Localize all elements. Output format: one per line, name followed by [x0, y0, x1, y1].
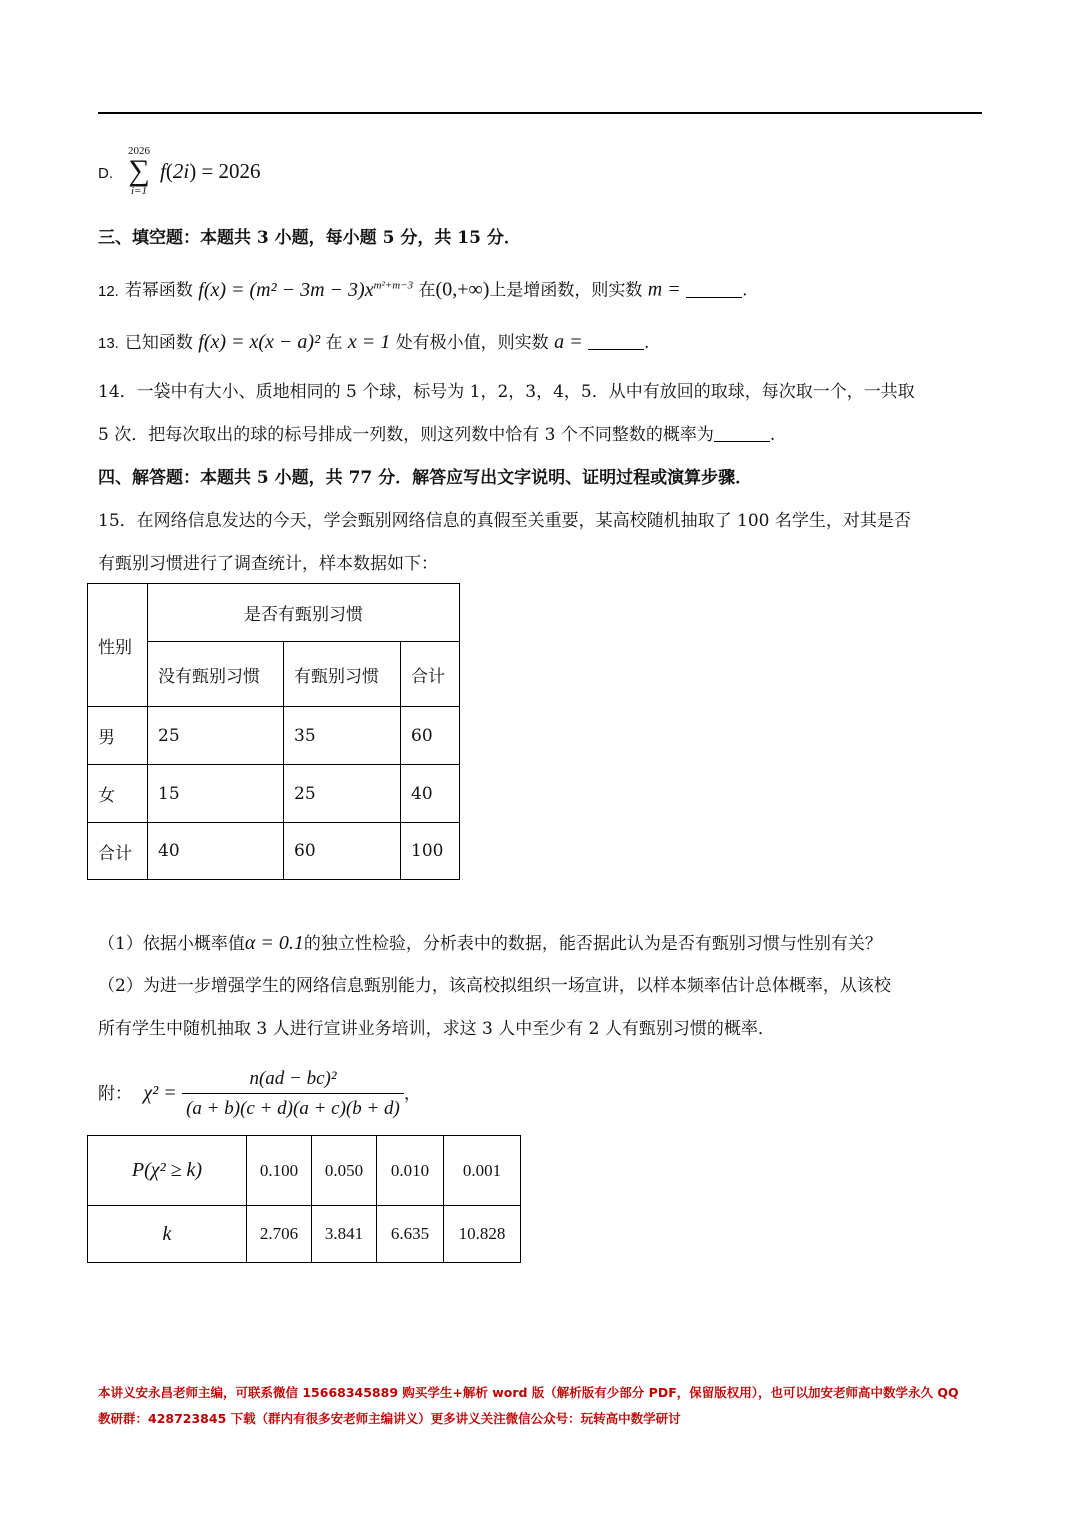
cell: 60 — [284, 823, 401, 880]
p-value: 0.050 — [312, 1136, 377, 1206]
cell: 60 — [401, 707, 460, 765]
table-row — [88, 823, 460, 880]
row-label: 合计 — [88, 823, 148, 880]
header-col-total: 合计 — [401, 642, 460, 707]
section-3-heading: 三、填空题：本题共 3 小题，每小题 5 分，共 15 分． — [98, 228, 521, 248]
row-label: 男 — [88, 707, 148, 765]
contingency-table — [87, 583, 460, 880]
p-value: 0.100 — [247, 1136, 312, 1206]
header-rule — [98, 112, 982, 114]
question-12: 12. 若幂函数 $f(x) = (m^2 - 3m - 3)x^{m^2+m-3}$ 在(0,+∞)上是增函数，则实数 m = . — [98, 278, 748, 301]
question-14-line-2: 5 次．把每次取出的球的标号排成一列数，则这列数中恰有 3 个不同整数的概率为 . — [98, 425, 776, 445]
question-15-line-2: 有甄别习惯进行了调查统计，样本数据如下： — [98, 554, 438, 574]
formula-denominator: (a + b)(c + d)(a + c)(b + d) — [186, 1098, 400, 1119]
answer-blank-12 — [686, 279, 742, 298]
part-2-line-2: 所有学生中随机抽取 3 人进行宣讲业务培训，求这 3 人中至少有 2 人有甄别习惯的概率． — [98, 1019, 775, 1039]
answer-blank-14 — [714, 423, 770, 442]
option-d-label: D. — [98, 165, 113, 182]
table-row — [88, 707, 460, 765]
k-value: 3.841 — [312, 1206, 377, 1263]
formula-numerator: n(ad − bc)² — [182, 1065, 404, 1094]
part-1: （1）依据小概率值α = 0.1的独立性检验，分析表中的数据，能否据此认为是否有甄别习惯与性别有关？ — [98, 932, 882, 954]
part-2-line-1: （2）为进一步增强学生的网络信息甄别能力，该高校拟组织一场宣讲，以样本频率估计总体概率，从该校 — [98, 976, 891, 996]
answer-blank-13 — [588, 331, 644, 350]
cell: 100 — [401, 823, 460, 880]
section-4-heading: 四、解答题：本题共 5 小题，共 77 分．解答应写出文字说明、证明过程或演算步骤． — [98, 468, 753, 488]
p-value: 0.010 — [377, 1136, 444, 1206]
cell: 40 — [401, 765, 460, 823]
header-col-no-habit: 没有甄别习惯 — [148, 642, 284, 707]
footer-line-2: 教研群：428723845 下载（群内有很多安老师主编讲义）更多讲义关注微信公众号：玩转高中数学研讨 — [98, 1411, 681, 1426]
p-row-label: P(χ² ≥ k) — [88, 1136, 247, 1206]
cell: 40 — [148, 823, 284, 880]
cell: 35 — [284, 707, 401, 765]
chi-square-formula: 附： χ² = $\frac{\text{n(ad − bc)²}}{(a + b)(c + d)(a + c)(b + d)}$ ， — [98, 1063, 421, 1124]
question-14-line-1: 14．一袋中有大小、质地相同的 5 个球，标号为 1，2，3，4，5．从中有放回的取球，每次取一个，一共取 — [98, 382, 915, 402]
question-15-line-1: 15．在网络信息发达的今天，学会甄别网络信息的真假至关重要，某高校随机抽取了 100 名学生，对其是否 — [98, 511, 911, 531]
table-row — [88, 765, 460, 823]
option-d-expression: f(2i) = 2026 — [160, 159, 261, 183]
sum-lower-limit: i=1 — [131, 185, 147, 197]
summation-symbol: 2026 ∑ i=1 — [124, 145, 154, 197]
row-label: 女 — [88, 765, 148, 823]
critical-value-table — [87, 1135, 521, 1263]
k-value: 6.635 — [377, 1206, 444, 1263]
cell: 25 — [148, 707, 284, 765]
cell: 25 — [284, 765, 401, 823]
cell: 15 — [148, 765, 284, 823]
question-13: 13. 已知函数 f(x) = x(x − a)² 在 x = 1 处有极小值，则实数 a = . — [98, 331, 650, 353]
header-col-habit: 有甄别习惯 — [284, 642, 401, 707]
formula-fraction — [182, 1065, 404, 1124]
header-group: 是否有甄别习惯 — [148, 584, 460, 642]
p-value: 0.001 — [444, 1136, 521, 1206]
option-d — [98, 145, 398, 207]
k-value: 10.828 — [444, 1206, 521, 1263]
footer-line-1: 本讲义安永昌老师主编，可联系微信 15668345889 购买学生+解析 word 版（解析版有少部分 PDF，保留版权用），也可以加安老师高中数学永久 QQ — [98, 1385, 959, 1400]
sum-upper-limit: 2026 — [128, 145, 150, 157]
header-gender: 性别 — [88, 584, 148, 707]
k-row-label: k — [88, 1206, 247, 1263]
footer-note — [98, 1380, 982, 1432]
k-value: 2.706 — [247, 1206, 312, 1263]
